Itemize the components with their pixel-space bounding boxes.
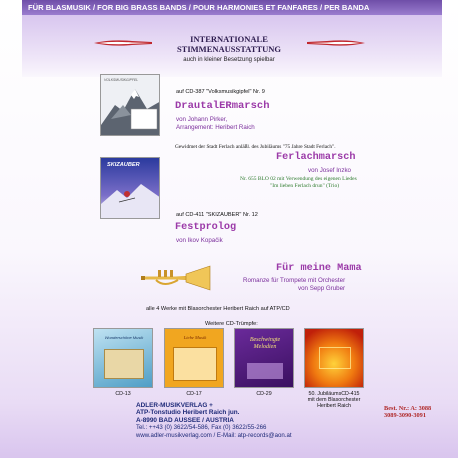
order-number [384, 405, 431, 420]
mama-line-2: von Sepp Gruber [298, 285, 346, 292]
publisher-line-2: ATP-Tonstudio Heribert Raich jun. [136, 409, 240, 417]
drautaler-arranger: Arrangement: Heribert Raich [176, 124, 255, 131]
cd-29-cover-text: Beschwingte Melodien [249, 337, 281, 350]
cd-411-cover [100, 157, 160, 219]
summary-text: alle 4 Werke mit Blasorchester Heribert Raich auf ATP/CD [146, 306, 290, 312]
heading-subtitle: auch in kleiner Besetzung spielbar [183, 57, 275, 63]
publisher-line-5: www.adler-musikverlag.com / E-Mail: atp-records@aon.at [136, 431, 292, 439]
cd-387-cover [100, 74, 160, 136]
cd-17-label: CD-17 [186, 391, 202, 397]
cd-13-cover [93, 328, 153, 388]
drautaler-title: DrautalERmarsch [175, 100, 270, 112]
cd-415-cover [304, 328, 364, 388]
drautaler-composer: von Johann Pirker, [176, 116, 228, 123]
cd-17-picture [173, 347, 217, 381]
ferlachmarsch-title: Ferlachmarsch [276, 152, 356, 163]
trumpet-icon [140, 264, 212, 292]
publisher-line-4: Tel.: ++43 (0) 3622/54-586, Fax (0) 3622/55-266 [136, 424, 267, 432]
order-numbers: 3089-3090-3091 [384, 412, 426, 420]
mountain-image [101, 75, 160, 136]
top-banner-text: FÜR BLASMUSIK / FOR BIG BRASS BANDS / POUR HARMONIES ET FANFARES / PER BANDA [28, 3, 370, 12]
cd-415-label-line-2: mit dem Blasorchester [307, 397, 361, 404]
cd-13-picture [104, 349, 144, 379]
cd-411-cover-text: SKIZAUBER [107, 162, 140, 168]
cd-29-label: CD-29 [256, 391, 272, 397]
cd-415-picture [319, 347, 351, 369]
cd-17-cover-text: Liebe Musik [183, 335, 207, 340]
cd-415-label-line-1: 50. JubiläumsCD-415 [308, 391, 360, 397]
festprolog-composer: von Ikov Kopačik [176, 237, 223, 244]
cd-29-cover [234, 328, 294, 388]
cd-13-cover-text: Wunderschöne Musik [104, 335, 144, 340]
ferlachmarsch-note-1: Nr. 655 BLO 02 mit Verwendung des eigenen Liedes [240, 176, 357, 182]
publisher-line-3: A-8990 BAD AUSSEE / AUSTRIA [136, 416, 234, 424]
publisher-line-1: ADLER-MUSIKVERLAG + [136, 402, 213, 409]
heading-line-1: INTERNATIONALE [190, 34, 268, 44]
cd-387-reference: auf CD-387 "Volksmusikgipfel" Nr. 9 [176, 89, 265, 95]
cd-387-cover-text: VOLKSMUSIKGIPFEL [104, 78, 139, 82]
heading-line-2: STIMMENAUSSTATTUNG [176, 44, 282, 54]
publisher-address [136, 402, 292, 439]
ferlachmarsch-note-2: "Im lieben Ferlach drun" (Trio) [270, 183, 340, 189]
cd-415-label-line-3: Heribert Raich [317, 403, 351, 410]
cd-29-picture [247, 363, 283, 379]
cd-17-cover [164, 328, 224, 388]
mama-line-1: Romanze für Trompete mit Orchester [243, 277, 346, 284]
cd-411-reference: auf CD-411 "SKIZAUBER" Nr. 12 [176, 212, 258, 218]
ferlachmarsch-composer: von Josef Inzko [308, 167, 351, 174]
top-banner [22, 0, 442, 15]
more-cds-label: Weitere CD-Trümpfe: [205, 321, 258, 327]
dedication-text: Gewidmet der Stadt Ferlach anläßl. des Jubiläums "75 Jahre Stadt Ferlach". [175, 144, 336, 150]
order-label: Best. Nr.: A: 3088 [384, 405, 432, 412]
cd-415-label [296, 391, 372, 410]
cd-13-label: CD-13 [115, 391, 131, 397]
mama-title: Für meine Mama [276, 263, 362, 274]
festprolog-title: Festprolog [175, 222, 237, 233]
